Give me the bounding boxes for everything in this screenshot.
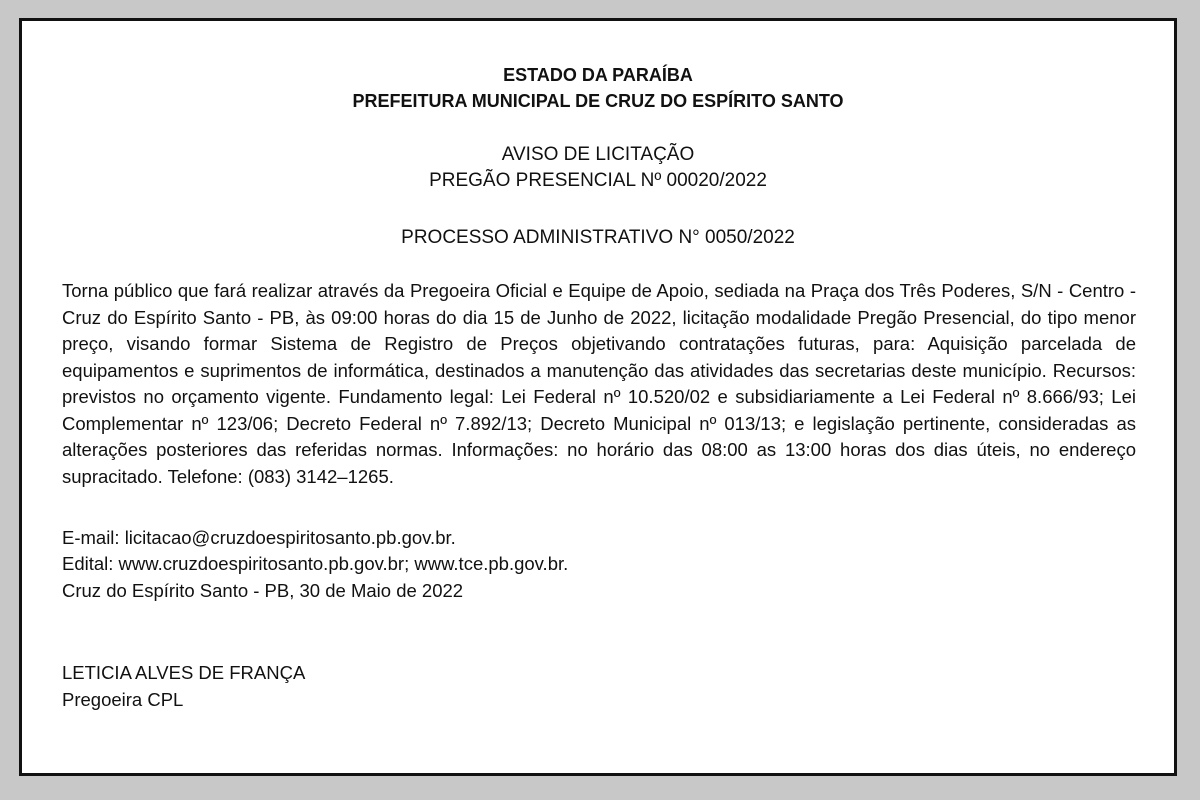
- notice-subheader: [22, 142, 1174, 194]
- process-number: PROCESSO ADMINISTRATIVO N° 0050/2022: [401, 227, 795, 248]
- notice-box: [19, 18, 1177, 776]
- email-line: E-mail: licitacao@cruzdoespiritosanto.pb.gov.br.: [62, 527, 456, 548]
- signatory-name: LETICIA ALVES DE FRANÇA: [62, 662, 306, 683]
- notice-body: Torna público que fará realizar através da Pregoeira Oficial e Equipe de Apoio, sediada na Praça dos Três Poderes, S/N - Centro - Cruz do Espírito Santo - PB, às 09:00 horas do dia 15 de Junho de 2022, licitação modalidade Pregão Presencial, do tipo menor preço, visando formar Sistema de Registro de Preços objetivando contratações futuras, para: Aquisição parcelada de equipamentos e suprimentos de informática, destinados a manutenção das atividades das secretarias deste município. Recursos: previstos no orçamento vigente. Fundamento legal: Lei Federal nº 10.520/02 e subsidiariamente a Lei Federal nº 8.666/93; Lei Complementar nº 123/06; Decreto Federal nº 7.892/13; Decreto Municipal nº 013/13; e legislação pertinente, consideradas as alterações posteriores das referidas normas. Informações: no horário das 08:00 as 13:00 horas dos dias úteis, no endereço supracitado. Telefone: (083) 3142–1265.: [62, 280, 1136, 487]
- edital-line: Edital: www.cruzdoespiritosanto.pb.gov.br; www.tce.pb.gov.br.: [62, 553, 569, 574]
- place-date-line: Cruz do Espírito Santo - PB, 30 de Maio de 2022: [62, 580, 464, 601]
- notice-header: [22, 62, 1174, 114]
- municipality-title: PREFEITURA MUNICIPAL DE CRUZ DO ESPÍRITO SANTO: [352, 91, 844, 111]
- notice-modality: PREGÃO PRESENCIAL Nº 00020/2022: [429, 170, 767, 191]
- notice-type: AVISO DE LICITAÇÃO: [501, 144, 695, 165]
- state-title: ESTADO DA PARAÍBA: [503, 65, 693, 85]
- signatory-role: Pregoeira CPL: [62, 689, 184, 710]
